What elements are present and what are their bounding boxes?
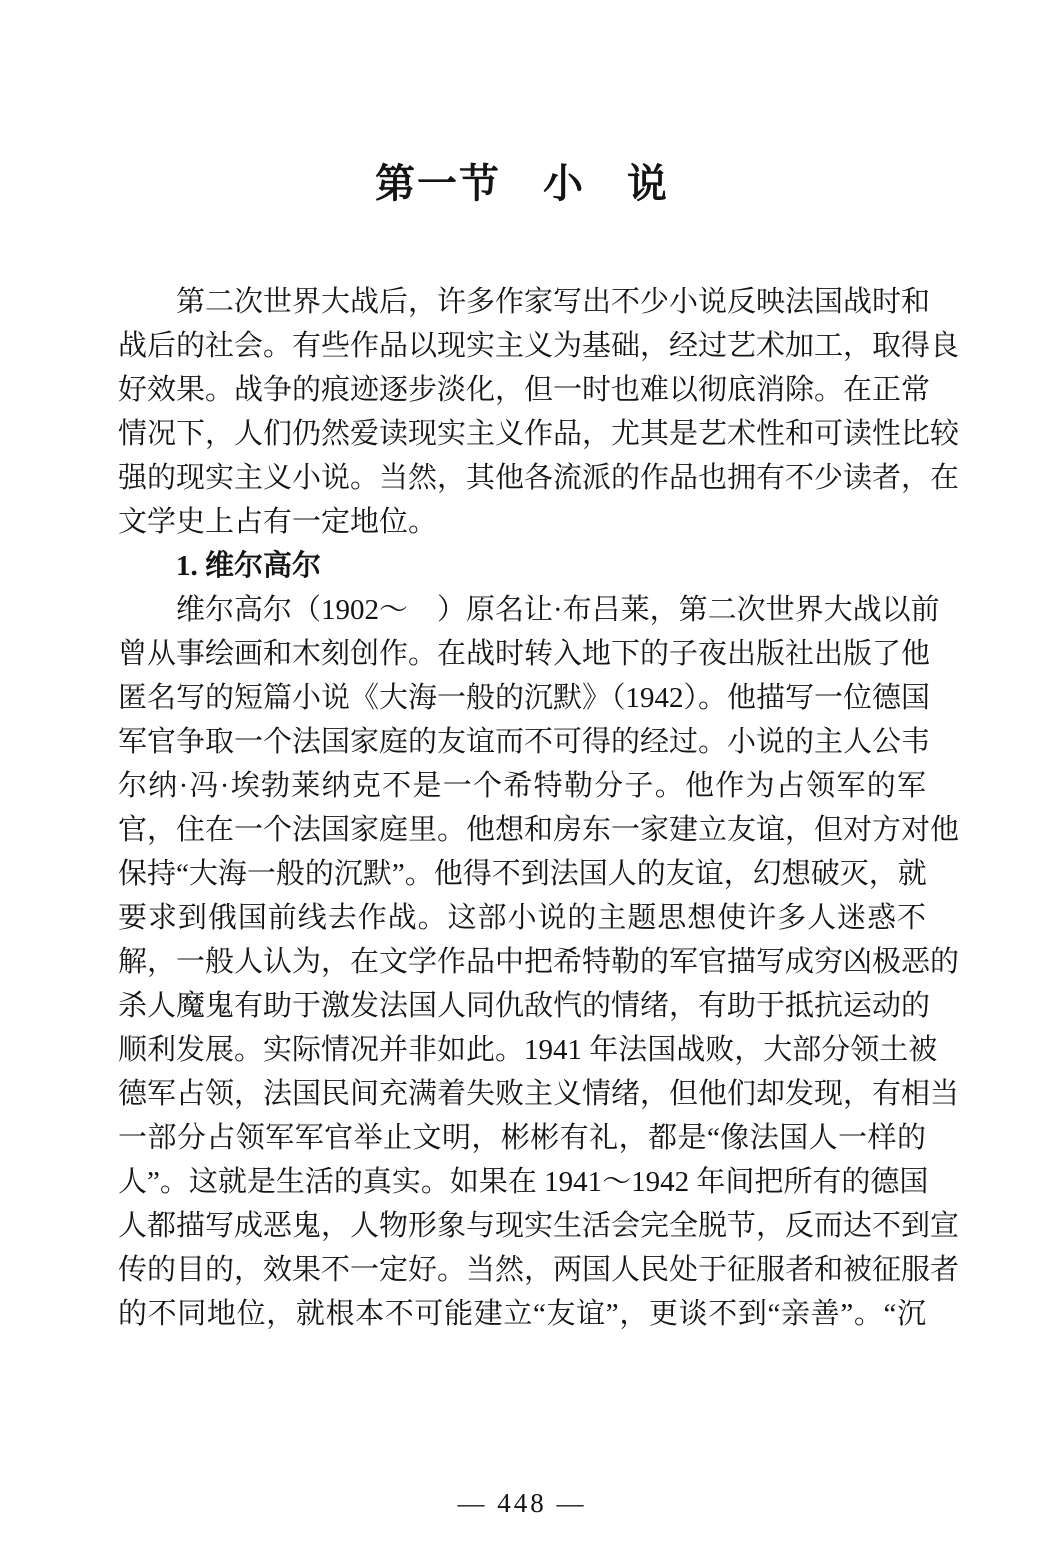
text-line: 杀人魔鬼有助于激发法国人同仇敌忾的情绪，有助于抵抗运动的 [118, 990, 931, 1022]
body-paragraph [118, 588, 960, 1336]
text-line: 第二次世界大战后，许多作家写出不少小说反映法国战时和 [176, 286, 931, 318]
text-line: 战后的社会。有些作品以现实主义为基础，经过艺术加工，取得良 [118, 330, 960, 362]
text-line: 人”。这就是生活的真实。如果在 1941～1942 年间把所有的德国 [118, 1166, 929, 1198]
text-line: 的不同地位，就根本不可能建立“友谊”，更谈不到“亲善”。“沉 [118, 1298, 926, 1330]
text-line: 顺利发展。实际情况并非如此。1941 年法国战败，大部分领土被 [118, 1034, 938, 1066]
text-line: 一部分占领军军官举止文明，彬彬有礼，都是“像法国人一样的 [118, 1122, 926, 1154]
text-line: 尔纳·冯·埃勃莱纳克不是一个希特勒分子。他作为占领军的军 [118, 770, 926, 802]
text-line: 曾从事绘画和木刻创作。在战时转入地下的子夜出版社出版了他 [118, 638, 931, 670]
page-number: — 448 — [457, 1488, 587, 1518]
section-title: 第一节 小 说 [375, 161, 669, 206]
text-line: 要求到俄国前线去作战。这部小说的主题思想使许多人迷惑不 [118, 902, 926, 934]
text-line: 强的现实主义小说。当然，其他各流派的作品也拥有不少读者，在 [118, 462, 960, 494]
text-line: 官，住在一个法国家庭里。他想和房东一家建立友谊，但对方对他 [118, 814, 960, 846]
intro-paragraph [118, 280, 960, 544]
text-line: 维尔高尔（1902～ ）原名让·布吕莱，第二次世界大战以前 [176, 594, 940, 626]
text-line: 好效果。战争的痕迹逐步淡化，但一时也难以彻底消除。在正常 [118, 374, 931, 406]
text-line: 德军占领，法国民间充满着失败主义情绪，但他们却发现，有相当 [118, 1078, 960, 1110]
text-line: 匿名写的短篇小说《大海一般的沉默》（1942）。他描写一位德国 [118, 682, 931, 714]
text-line: 人都描写成恶鬼，人物形象与现实生活会完全脱节，反而达不到宣 [118, 1210, 960, 1242]
text-line: 文学史上占有一定地位。 [118, 506, 438, 538]
text-line: 保持“大海一般的沉默”。他得不到法国人的友谊，幻想破灭，就 [118, 858, 927, 890]
text-line: 解，一般人认为，在文学作品中把希特勒的军官描写成穷凶极恶的 [118, 946, 960, 978]
subsection-heading: 1. 维尔高尔 [176, 550, 322, 582]
text-line: 情况下，人们仍然爱读现实主义作品，尤其是艺术性和可读性比较 [118, 418, 960, 450]
text-line: 传的目的，效果不一定好。当然，两国人民处于征服者和被征服者 [118, 1254, 960, 1286]
book-page [0, 158, 1044, 1555]
text-line: 军官争取一个法国家庭的友谊而不可得的经过。小说的主人公韦 [118, 726, 931, 758]
